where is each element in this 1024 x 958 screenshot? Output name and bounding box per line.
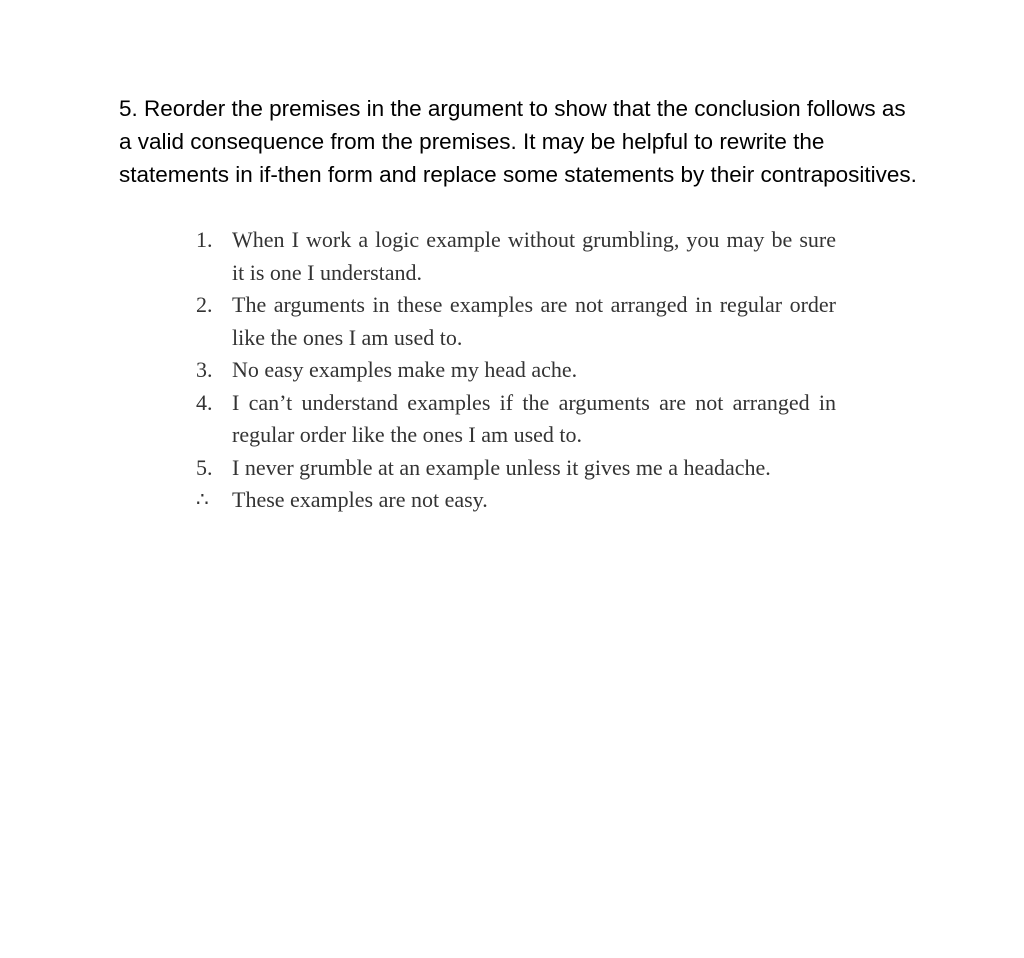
premise-text: When I work a logic example without grumbling, you may be sure it is one I understand. <box>232 227 836 285</box>
premise-number: 4. <box>196 389 213 415</box>
premise-item-5 <box>196 452 836 485</box>
premise-text: The arguments in these examples are not arranged in regular order like the ones I am used to. <box>232 292 836 350</box>
premise-item-1 <box>196 224 836 289</box>
premise-text: I can’t understand examples if the arguments are not arranged in regular order like the ones I am used to. <box>232 389 836 447</box>
premise-item-2 <box>196 289 836 354</box>
question-text: 5. Reorder the premises in the argument to show that the conclusion follows as a valid consequence from the premises. It may be helpful to rewrite the statements in if-then form and replace some statements by their contrapositives. <box>119 96 917 187</box>
therefore-symbol: ∴ <box>196 489 209 511</box>
conclusion-item <box>196 484 836 517</box>
premise-number: 2. <box>196 292 213 317</box>
premise-text: I never grumble at an example unless it gives me a headache. <box>232 454 771 480</box>
premise-number: 3. <box>196 357 213 382</box>
premise-number: 1. <box>196 227 213 252</box>
premise-text: No easy examples make my head ache. <box>232 357 578 382</box>
conclusion-text: These examples are not easy. <box>232 487 488 512</box>
premise-number: 5. <box>196 454 213 480</box>
premise-item-3 <box>196 354 836 387</box>
premise-item-4 <box>196 387 836 452</box>
premise-list <box>196 224 836 517</box>
